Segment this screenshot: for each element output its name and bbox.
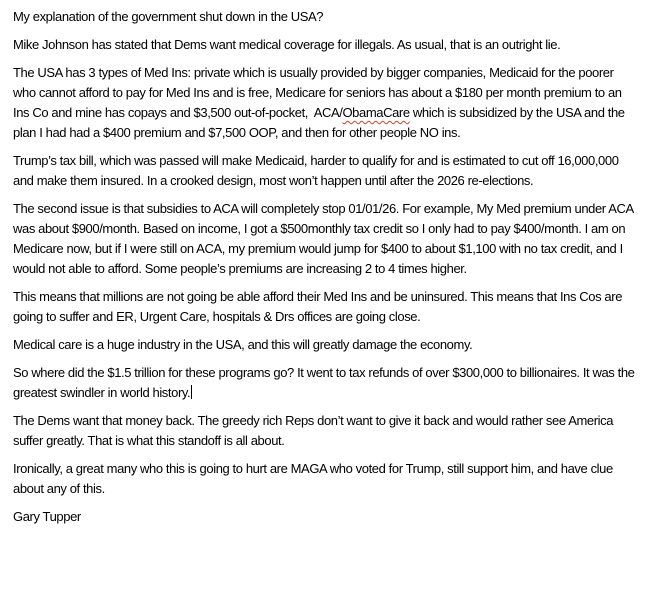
paragraph-uninsured-consequences[interactable]: This means that millions are not going be able afford their Med Ins and be uninsured. This means that Ins Cos are going to suffer and ER, Urgent Care, hospitals & Drs offices are going close. — [13, 289, 626, 324]
paragraph-medical-industry[interactable]: Medical care is a huge industry in the USA, and this will greatly damage the economy. — [13, 337, 473, 352]
paragraph-trump-tax-bill[interactable]: Trump’s tax bill, which was passed will make Medicaid, harder to qualify for and is estimated to cut off 16,000,000 and make them insured. In a crooked design, most won’t happen until after the 2026 re-elections. — [13, 153, 622, 188]
paragraph-med-ins-types[interactable] — [13, 63, 635, 143]
paragraph-dems-money-back[interactable]: The Dems want that money back. The greedy rich Reps don’t want to give it back and would rather see America suffer greatly. That is what this standoff is all about. — [13, 413, 617, 448]
paragraph-trillion-question-text: So where did the $1.5 trillion for these programs go? It went to tax refunds of over $300,000 to billionaires. It was the greatest swindler in world history. — [13, 365, 638, 400]
paragraph-trillion-question[interactable] — [13, 363, 638, 403]
paragraph-aca-subsidies[interactable]: The second issue is that subsidies to ACA will completely stop 01/01/26. For example, My Med premium under ACA was about $900/month. Based on income, I got a $500monthly tax credit so I only had to pay $400/month. I am on Medicare now, but if I were still on ACA, my premium would jump for $400 to about $1,100 with no tax credit, and I would not able to afford. Some people’s premiums are increasing 2 to 4 times higher. — [13, 201, 637, 276]
signature[interactable]: Gary Tupper — [13, 509, 81, 524]
text-cursor — [191, 385, 192, 399]
paragraph-med-ins-types-text-before: The USA has 3 types of Med Ins: private which is usually provided by bigger companies, Medicaid for the poorer who cannot afford to pay for Med Ins and is free, Medicare for seniors has about a $180 per month premium to an Ins Co and mine has copays and $3,500 out-of-pocket, ACA/ — [13, 65, 625, 120]
spellcheck-word-obamacare[interactable]: ObamaCare — [342, 105, 410, 120]
paragraph-maga-irony[interactable]: Ironically, a great many who this is going to hurt are MAGA who voted for Trump, still support him, and have clue about any of this. — [13, 461, 617, 496]
paragraph-med-ins-types-text-after: which is subsidized by the USA and the plan I had had a $400 premium and $7,500 OOP, and then for other people NO ins. — [13, 105, 628, 140]
paragraph-mike-johnson[interactable]: Mike Johnson has stated that Dems want medical coverage for illegals. As usual, that is an outright lie. — [13, 37, 561, 52]
paragraph-title-question[interactable]: My explanation of the government shut down in the USA? — [13, 9, 324, 24]
